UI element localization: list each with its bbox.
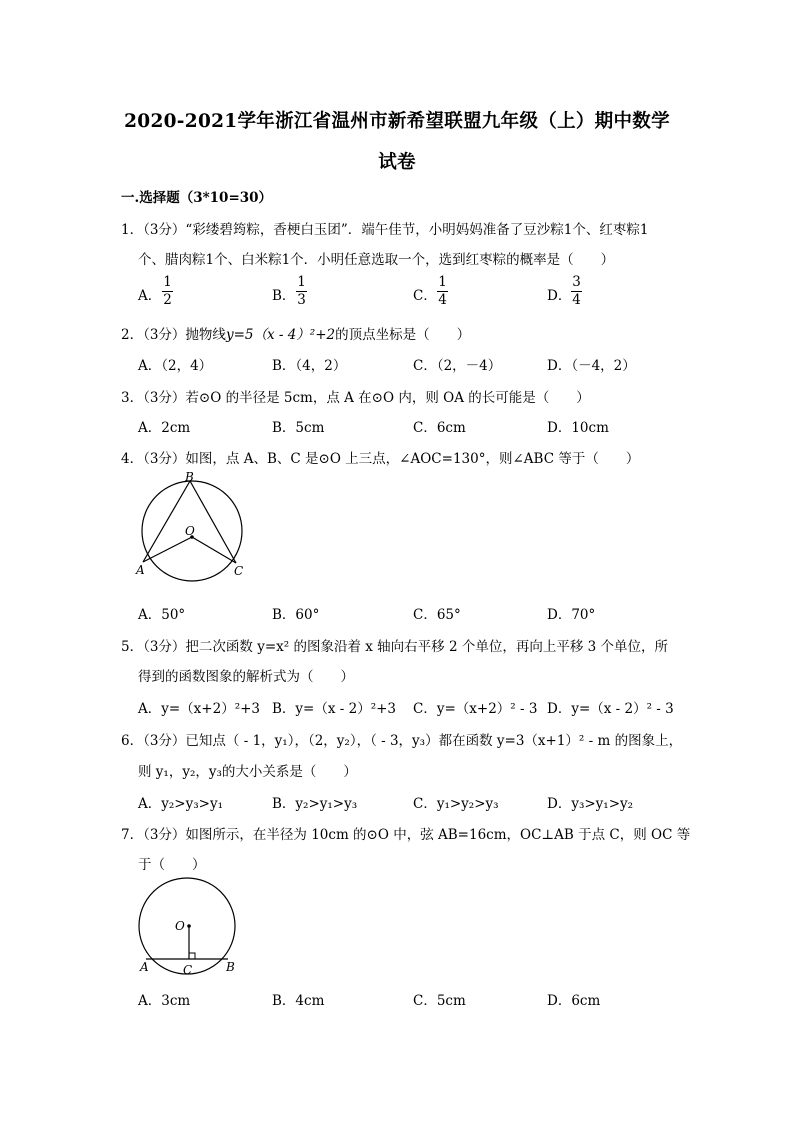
q4-point-label-o: O	[185, 524, 195, 538]
q2-prefix: 2．（3分）抛物线	[121, 327, 226, 343]
q1-option-c-label: C．	[413, 288, 437, 304]
q4-option-b: B．60°	[272, 607, 320, 623]
q7-point-label-b: B	[226, 960, 235, 974]
q4-option-c: C．65°	[413, 607, 461, 623]
q5-option-a: A．y=（x+2）²+3	[138, 701, 261, 717]
q3-option-d: D．10cm	[547, 420, 609, 436]
q3-option-b: B．5cm	[272, 420, 325, 436]
q1-option-a-numerator: 1	[163, 274, 172, 290]
q1-option-a-fraction	[162, 275, 173, 308]
radius-oc	[192, 537, 236, 563]
q6-option-c: C．y₁>y₂>y₃	[413, 796, 499, 812]
q4-circle-diagram	[132, 472, 252, 584]
q2-suffix: 的顶点坐标是（ ）	[335, 327, 471, 343]
q1-option-c-numerator: 1	[438, 274, 447, 290]
q7-option-c: C．5cm	[413, 993, 466, 1009]
q5-text-line1: 5．（3分）把二次函数 y=x² 的图象沿着 x 轴向右平移 2 个单位，再向上平移 3 个单位，所	[121, 639, 669, 655]
q7-point-label-o: O	[175, 919, 185, 933]
q5-option-d: D．y=（x - 2）² - 3	[547, 701, 674, 717]
q1-option-b-fraction	[296, 275, 307, 308]
q4-point-label-c: C	[234, 564, 244, 578]
q7-text-line2: 于（ ）	[138, 857, 206, 873]
q3-text: 3．（3分）若⊙O 的半径是 5cm，点 A 在⊙O 内，则 OA 的长可能是（ ）	[121, 390, 590, 406]
q7-circle-diagram	[132, 876, 244, 980]
q6-option-d: D．y₃>y₁>y₂	[547, 796, 634, 812]
q1-option-c-fraction	[437, 275, 448, 308]
q6-text-line2: 则 y₁，y₂，y₃的大小关系是（ ）	[138, 764, 357, 780]
exam-title-line1: 2020-2021学年浙江省温州市新希望联盟九年级（上）期中数学	[124, 111, 670, 132]
q4-circle-figure	[132, 472, 252, 588]
q4-option-a: A．50°	[138, 607, 186, 623]
exam-title-line2: 试卷	[378, 152, 416, 173]
q7-option-d: D．6cm	[547, 993, 601, 1009]
q1-option-b-numerator: 1	[297, 274, 306, 290]
q3-option-c: C．6cm	[413, 420, 466, 436]
q1-option-d-label: D．	[547, 288, 572, 304]
q2-expression: y=5（x - 4）²+2	[225, 327, 336, 343]
q1-option-b-label: B．	[272, 288, 296, 304]
q5-option-b: B．y=（x - 2）²+3	[272, 701, 397, 717]
q2-option-d: D．（－4，2）	[547, 358, 636, 374]
q1-text-line1: 1．（3分）“彩缕碧筠粽，香梗白玉团”．端午佳节，小明妈妈准备了豆沙粽1个、红枣粽1	[121, 222, 649, 238]
q6-text-line1: 6．（3分）已知点（ - 1，y₁），（2，y₂），（ - 3，y₃）都在函数 y=3（x+1）² - m 的图象上，	[121, 733, 683, 749]
q7-option-a: A．3cm	[138, 993, 191, 1009]
q1-option-d-fraction	[571, 275, 582, 308]
q1-option-a-denominator: 2	[163, 292, 172, 308]
q4-option-d: D．70°	[547, 607, 596, 623]
q7-circle-figure	[132, 876, 244, 984]
center-point	[187, 924, 191, 928]
q2-option-a: A．（2，4）	[138, 358, 213, 374]
q2-text	[121, 323, 470, 343]
q2-option-c: C．（2，－4）	[413, 358, 502, 374]
q1-option-d-numerator: 3	[572, 274, 581, 290]
q2-option-b: B．（4，2）	[272, 358, 347, 374]
q7-point-label-a: A	[140, 960, 149, 974]
q3-option-a: A．2cm	[138, 420, 191, 436]
q4-point-label-a: A	[136, 563, 145, 577]
q6-option-b: B．y₂>y₁>y₃	[272, 796, 358, 812]
chord-bc	[190, 481, 236, 563]
q1-option-c-denominator: 4	[438, 292, 447, 308]
q1-option-d-denominator: 4	[572, 292, 581, 308]
section-heading: 一.选择题（3*10=30）	[121, 190, 273, 206]
q7-option-b: B．4cm	[272, 993, 325, 1009]
q4-point-label-b: B	[185, 472, 194, 484]
q6-option-a: A．y₂>y₃>y₁	[138, 796, 223, 812]
q4-text: 4．（3分）如图，点 A、B、C 是⊙O 上三点，∠AOC=130°，则∠ABC 等于（ ）	[121, 451, 640, 467]
q1-text-line2: 个、腊肉粽1个、白米粽1个．小明任意选取一个，选到红枣粽的概率是（ ）	[138, 252, 615, 268]
q7-point-label-c: C	[183, 963, 193, 977]
q1-option-a-label: A．	[138, 288, 162, 304]
q7-text-line1: 7．（3分）如图所示，在半径为 10cm 的⊙O 中，弦 AB=16cm，OC⊥AB 于点 C，则 OC 等	[121, 827, 691, 843]
right-angle-mark	[189, 953, 195, 959]
q5-text-line2: 得到的函数图象的解析式为（ ）	[138, 669, 354, 685]
q1-option-b-denominator: 3	[297, 292, 306, 308]
q5-option-c: C．y=（x+2）² - 3	[413, 701, 538, 717]
